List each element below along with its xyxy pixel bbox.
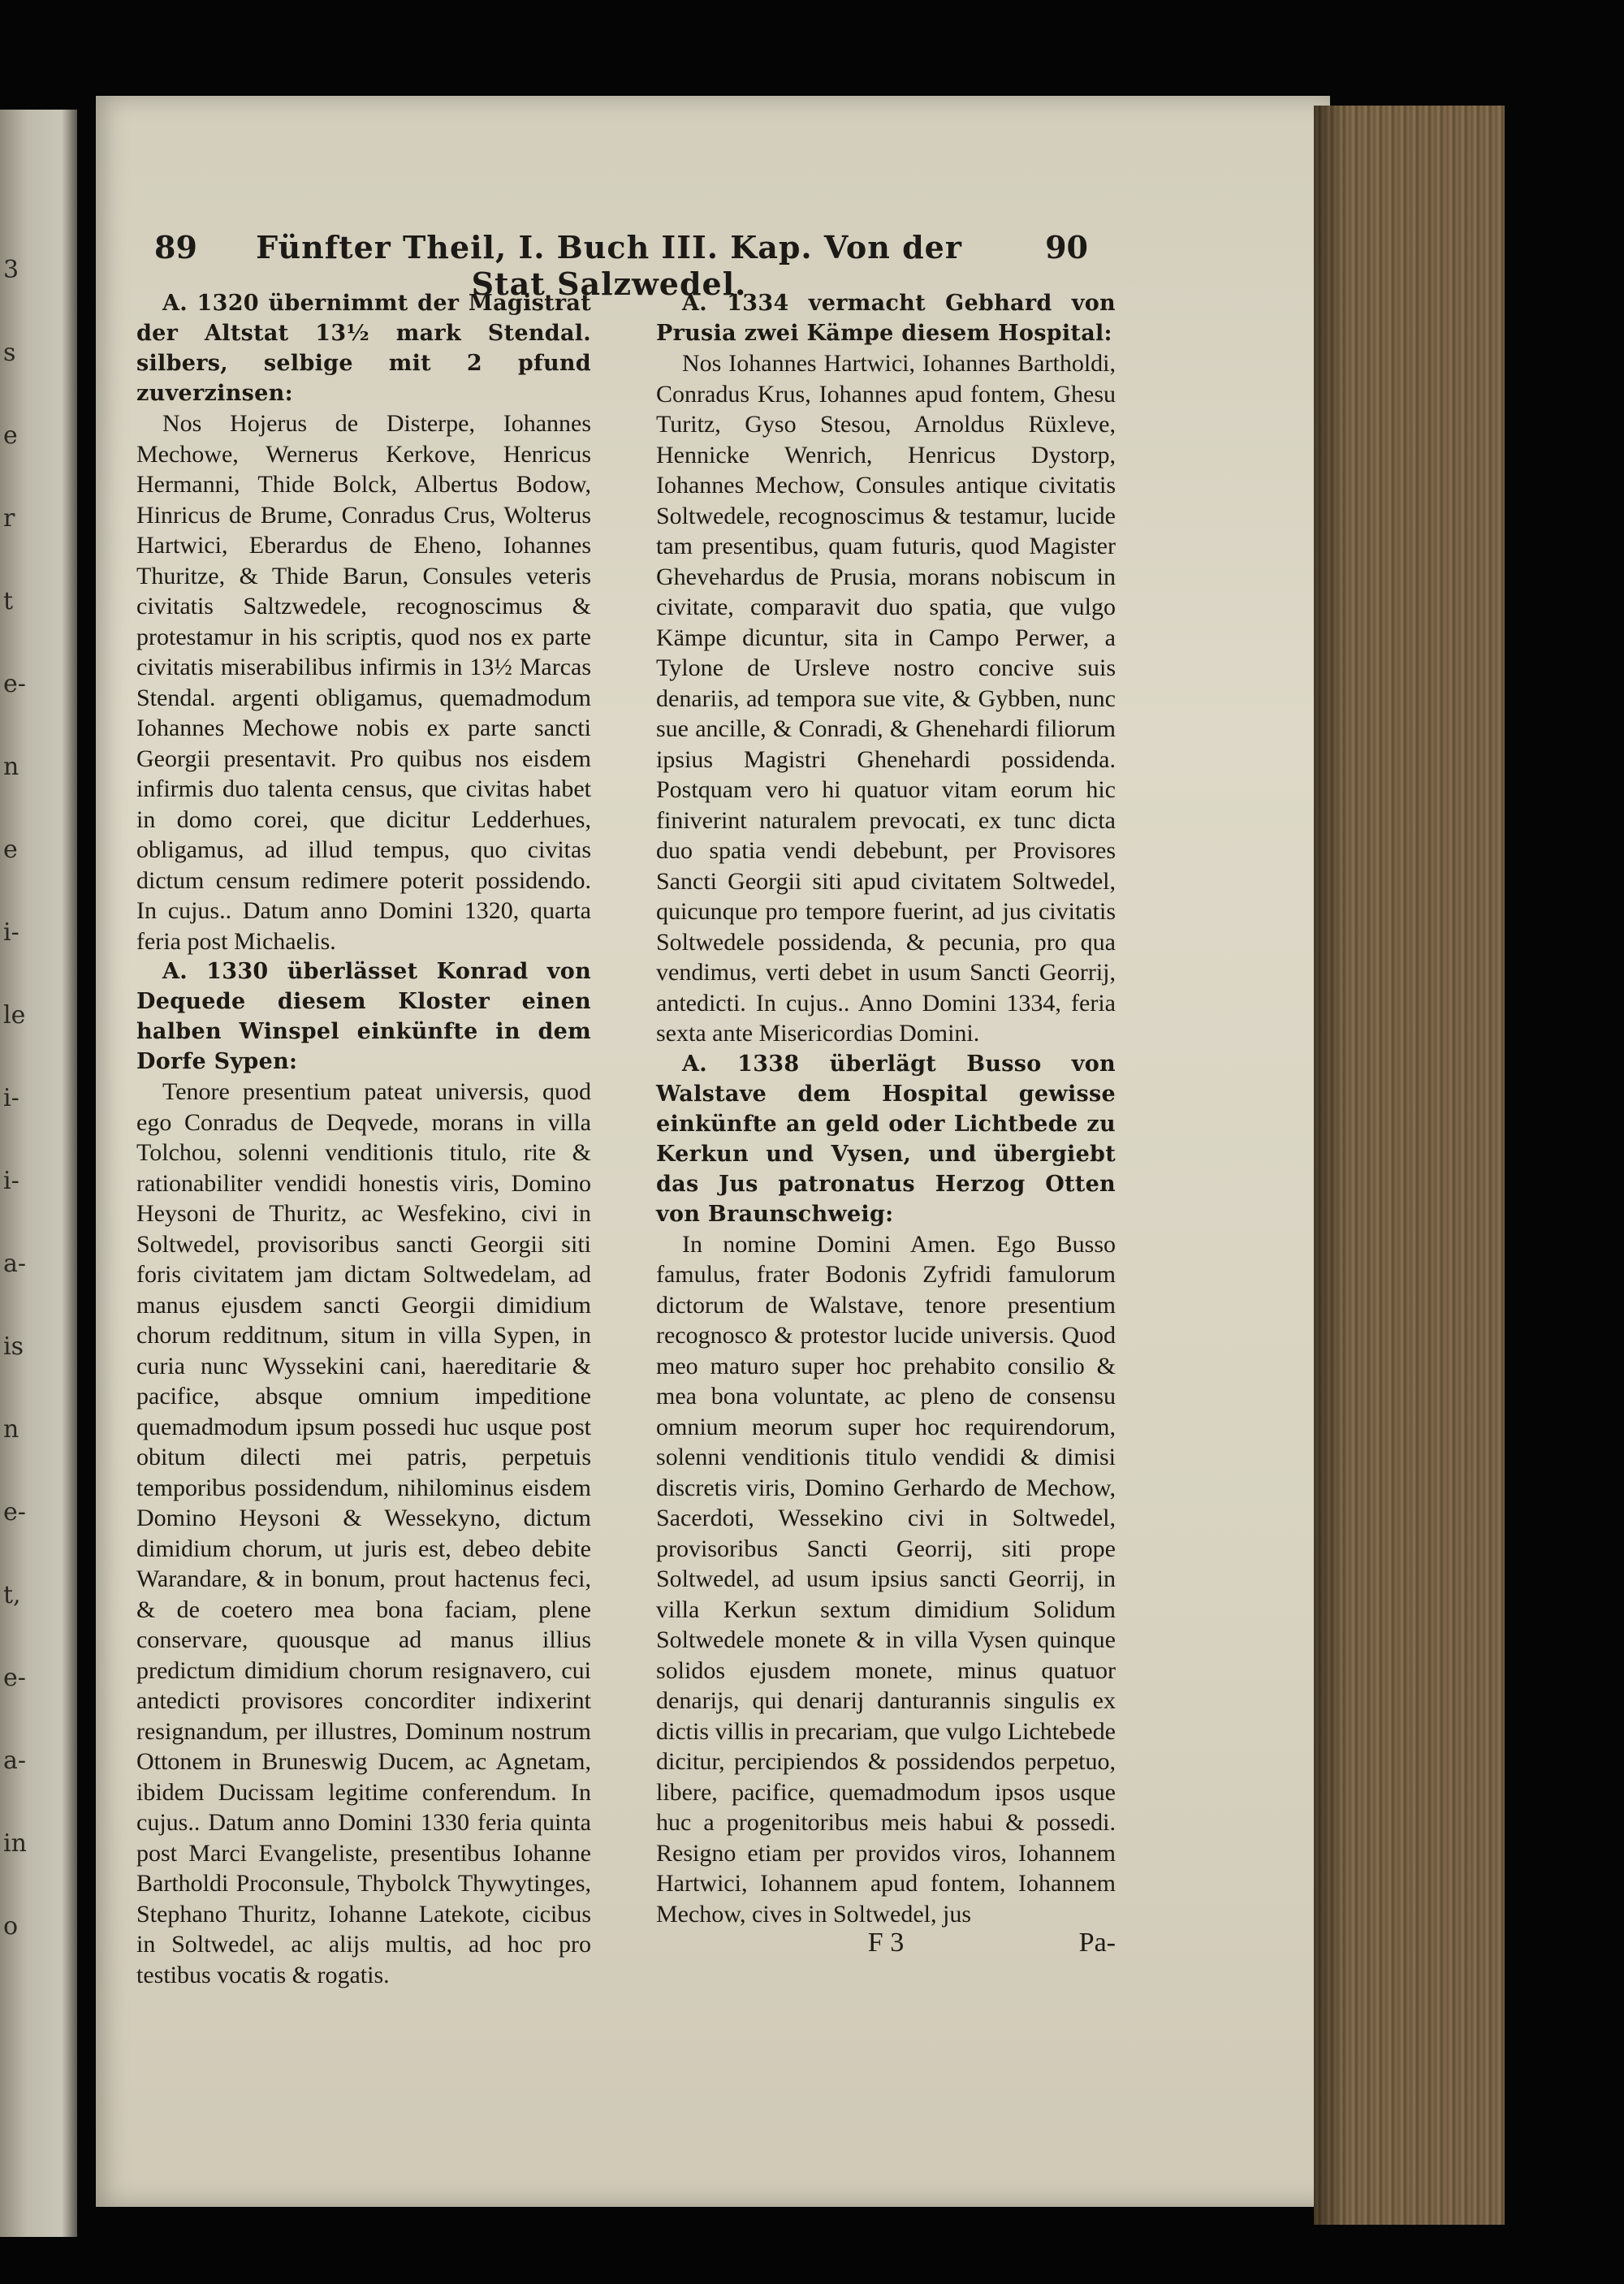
page-number-left: 89 [154, 229, 197, 266]
margin-fragment: 3 [3, 256, 19, 284]
entry-heading: A. 1320 übernimmt der Magistrat der Altstat 13½ mark Stendal. silbers, selbige mit 2 pfund zuverzinsen: [136, 291, 591, 406]
right-column [656, 288, 1116, 1929]
catchword: Pa- [1078, 1928, 1116, 1958]
margin-fragment: o [3, 1912, 19, 1941]
margin-fragment: is [3, 1332, 24, 1361]
margin-fragment: i- [3, 1084, 19, 1112]
fore-edge-shadow [1314, 106, 1346, 2225]
margin-fragment: a- [3, 1746, 27, 1775]
header-title: Fünfter Theil, I. Buch III. Kap. Von der Stat Salzwedel. [256, 229, 962, 302]
margin-fragment: s [3, 339, 16, 367]
entry-heading: A. 1338 überlägt Busso von Walstave dem Hospital gewisse einkünfte an geld oder Lichtbede zu Kerkun und Vysen, und übergiebt das Jus patronatus Herzog Otten von Braunschweig: [656, 1051, 1116, 1227]
left-column [136, 288, 591, 1990]
margin-fragment: in [3, 1829, 27, 1858]
margin-fragment: e [3, 835, 18, 864]
margin-fragment: e [3, 421, 18, 450]
entry-text: Nos Hojerus de Disterpe, Iohannes Mechowe, Wernerus Kerkove, Henricus Hermanni, Thide Bolck, Albertus Bodow, Hinricus de Brume, Conradus Crus, Wolterus Hartwici, Eberardus de Eheno, Iohannes Thuritze, & Thide Barun, Consules veteris civitatis Saltzwedele, recognoscimus & protestamur in his scriptis, quod nos ex parte civitatis miserabilibus infirmis in 13½ Marcas Stendal. argenti obligamus, quemadmodum Iohannes Mechowe nobis ex parte sancti Georgii presentavit. Pro quibus nos eisdem infirmis duo talenta census, que civitas habet in domo corei, que dicitur Ledderhues, obligamus, ad illud tempus, quo civitas dictum censum redimere poterit possidendo. In cujus.. Datum anno Domini 1320, quarta feria post Michaelis. [136, 410, 591, 955]
entry-heading: A. 1334 vermacht Gebhard von Prusia zwei Kämpe diesem Hospital: [656, 291, 1116, 346]
margin-fragment: e- [3, 670, 26, 698]
facing-page-edge [0, 110, 77, 2237]
margin-fragment: n [3, 1415, 19, 1444]
margin-fragment: t, [3, 1581, 21, 1609]
page-footer [656, 1928, 1116, 1960]
entry-text: In nomine Domini Amen. Ego Busso famulus, frater Bodonis Zyfridi famulorum dictorum de Walstave, tenore presentium recognosco & protestor lucide universis. Quod meo maturo super hoc prehabito consilio & mea bona voluntate, ac pleno de consensu omnium meorum super hoc requirendorum, solenni venditionis titulo vendidi & dimisi discretis viris, Domino Gerhardo de Mechow, Sacerdoti, Wessekino civi in Soltwedel, provisoribus Sancti Georrij, siti prope Soltwedel, ad usum ipsius sancti Georrij, in villa Kerkun sextum dimidium Solidum Soltwedele monete & in villa Vysen quinque solidos ejusdem monete, minus quatuor denarijs, qui denarij danturannis singulis ex dictis villis in precariam, que vulgo Lichtebede dicitur, percipiendos & possidendos perpetuo, libere, pacifice, quemadmodum ipsos usque huc a progenitoribus meis habui & possedi. Resigno etiam per providos viros, Iohannem Hartwici, Iohannem apud fontem, Iohannem Mechow, cives in Soltwedel, jus [656, 1230, 1116, 1928]
running-header [154, 229, 1088, 302]
margin-fragment: r [3, 504, 15, 533]
entry-text: Nos Iohannes Hartwici, Iohannes Bartholdi, Conradus Krus, Iohannes apud fontem, Ghesu Turitz, Gyso Stesou, Arnoldus Rüxleve, Hennicke Wenrich, Henricus Dystorp, Iohannes Mechow, Consules antique civitatis Soltwedele, recognoscimus & testamur, lucide tam presentibus, quam futuris, quod Magister Ghevehardus de Prusia, morans nobiscum in civitate, comparavit duo spatia, que vulgo Kämpe dicuntur, sita in Campo Perwer, a Tylone de Ursleve nostro concive suis denariis, ad tempora sue vite, & Gybben, nunc sue ancille, & Conradi, & Ghenehardi filiorum ipsius Magistri Ghenehardi possidenda. Postquam vero hi quatuor vitam eorum hic finiverint naturalem prevocati, ex tunc dicta duo spatia vendi debebunt, per Provisores Sancti Georgii siti apud civitatem Soltwedel, quicunque pro tempore fuerint, ad jus civitatis Soltwedele possidenda, & pecunia, pro qua vendimus, verti debet in usum Sancti Georrij, antedicti. In cujus.. Anno Domini 1334, feria sexta ante Misericordias Domini. [656, 350, 1116, 1047]
margin-fragment: i- [3, 1167, 19, 1195]
margin-fragment: i- [3, 918, 19, 947]
margin-fragment: e- [3, 1664, 26, 1692]
margin-fragment: t [3, 587, 14, 615]
entry-text: Tenore presentium pateat universis, quod ego Conradus de Deqvede, morans in villa Tolchou, solenni venditionis titulo, rite & rationabiliter vendidi honestis viris, Domino Heysoni de Thuritz, ac Wesfekino, civi in Soltwedel, provisoribus sancti Georgii siti foris civitatem jam dictam Soltwedelam, ad manus ejusdem sancti Georgii dimidium chorum redditnum, situm in villa Sypen, in curia nunc Wyssekini cani, haereditarie & pacifice, absque omnium impeditione quemadmodum ipsum possedi huc usque post obitum dilecti mei patris, perpetuis temporibus possidendum, nihilominus eisdem Domino Heysoni & Wessekyno, dictum dimidium chorum, ut juris est, debeo debite Warandare, & in bonum, prout hactenus feci, & de coetero mea bona faciam, plene conservare, quousque ad manus illius predictum dimidium chorum resignavero, cui antedicti provisores concorditer indixerint resignandum, per illustres, Dominum nostrum Ottonem in Bruneswig Ducem, ac Agnetam, ibidem Ducissam legitime conferendum. In cujus.. Datum anno Domini 1330 feria quinta post Marci Evangeliste, presentibus Iohanne Bartholdi Proconsule, Thybolck Thywytinges, Stephano Thuritz, Iohanne Latekote, cicibus in Soltwedel, ac alijs multis, ad hoc pro testibus vocatis & rogatis. [136, 1078, 591, 1988]
margin-fragment: n [3, 753, 19, 781]
margin-fragment: e- [3, 1498, 26, 1526]
entry-heading: A. 1330 überlässet Konrad von Dequede diesem Kloster einen halben Winspel einkünfte in dem Dorfe Sypen: [136, 959, 591, 1074]
margin-fragment: le [3, 1001, 26, 1030]
page-number-right: 90 [1045, 229, 1088, 266]
signature-mark: F 3 [867, 1928, 905, 1958]
margin-fragment: a- [3, 1250, 27, 1278]
